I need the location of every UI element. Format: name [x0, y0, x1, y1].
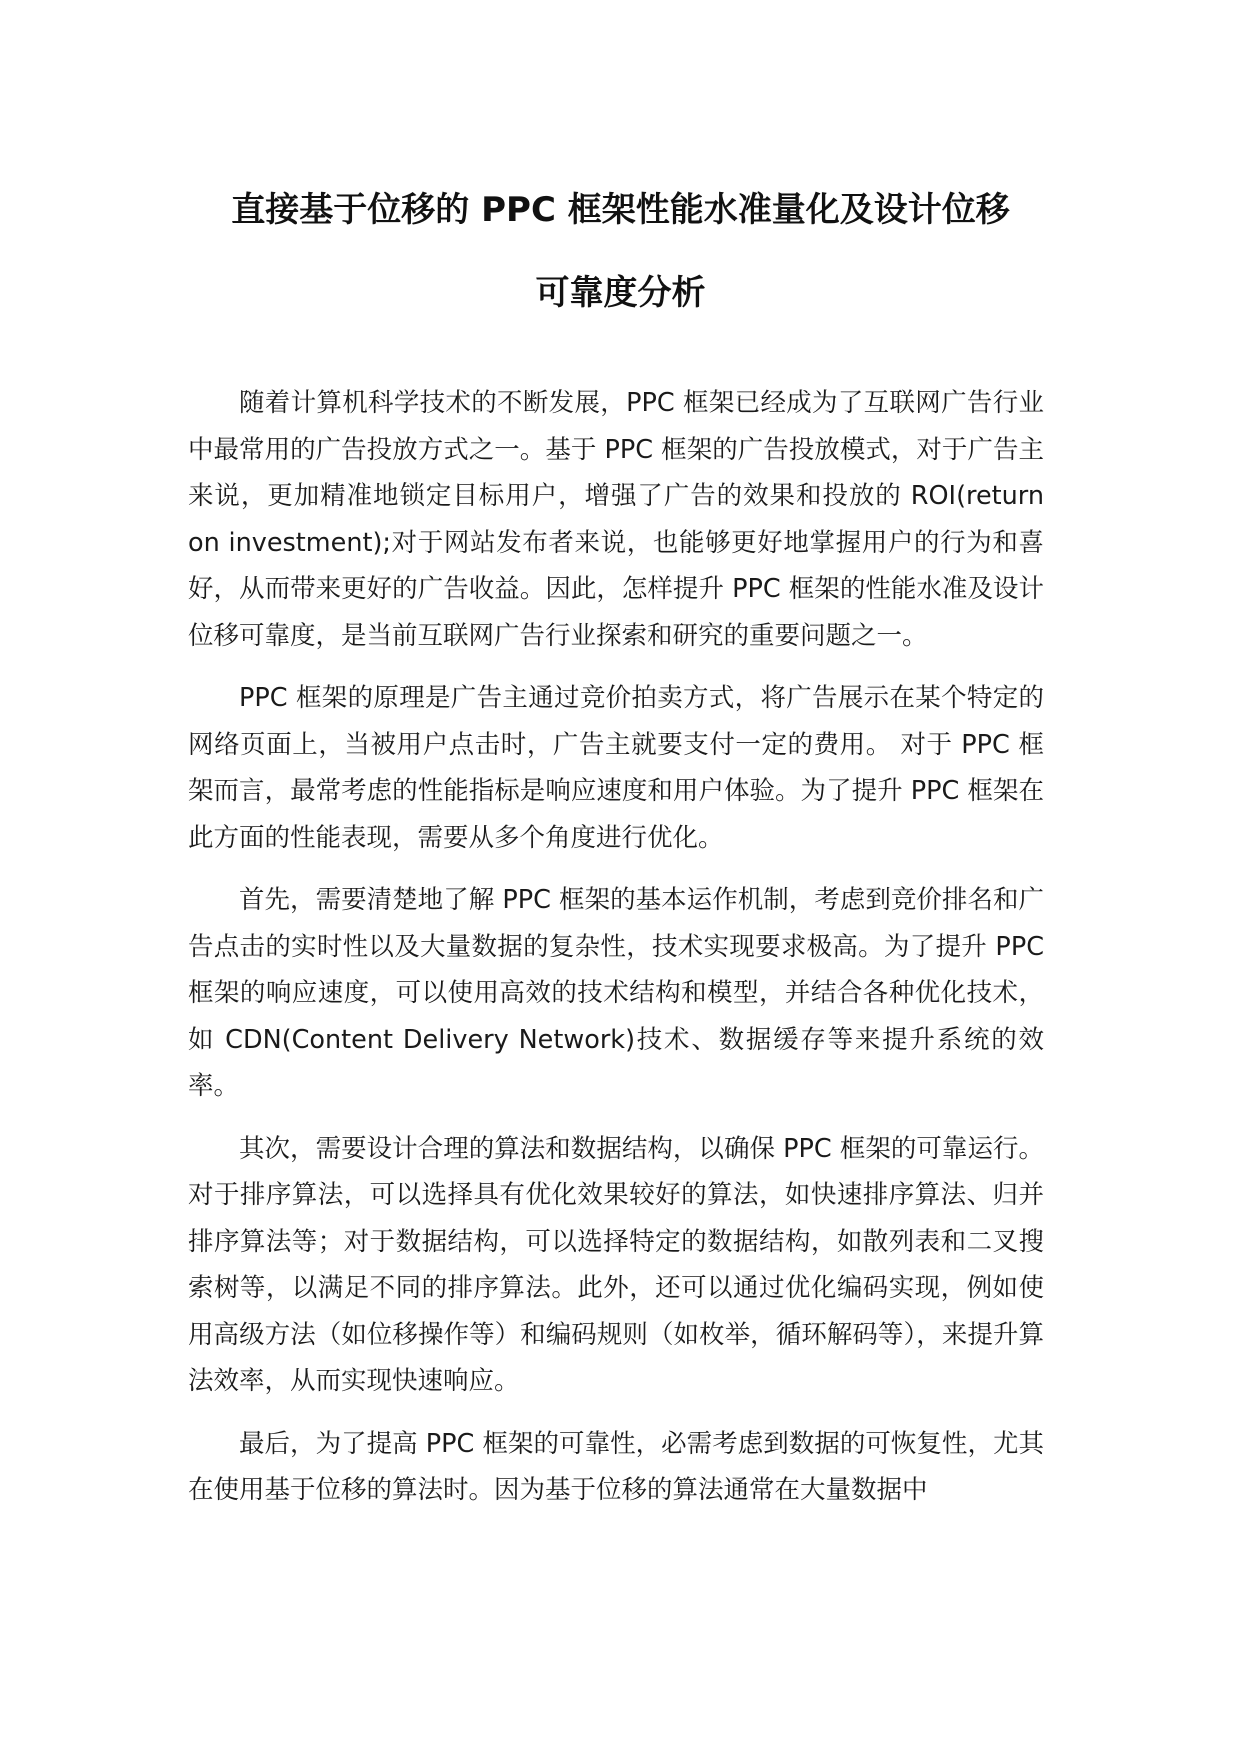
paragraph-2: PPC 框架的原理是广告主通过竞价拍卖方式，将广告展示在某个特定的网络页面上，当被用户点击时，广告主就要支付一定的费用。 对于 PPC 框架而言，最常考虑的性能指标是响应速度和用户体验。为了提升 PPC 框架在此方面的性能表现，需要从多个角度进行优化。	[188, 683, 1044, 853]
paragraph-5: 最后，为了提高 PPC 框架的可靠性，必需考虑到数据的可恢复性，尤其在使用基于位移的算法时。因为基于位移的算法通常在大量数据中	[188, 1428, 1044, 1505]
paragraph-1: 随着计算机科学技术的不断发展，PPC 框架已经成为了互联网广告行业中最常用的广告投放方式之一。基于 PPC 框架的广告投放模式，对于广告主来说，更加精准地锁定目标用户，增强了广告的效果和投放的 ROI(return on investment);对于网站发布者来说，也能够更好地掌握用户的行为和喜好，从而带来更好的广告收益。因此，怎样提升 PPC 框架的性能水准及设计位移可靠度，是当前互联网广告行业探索和研究的重要问题之一。	[188, 388, 1044, 651]
paragraph-4: 其次，需要设计合理的算法和数据结构，以确保 PPC 框架的可靠运行。对于排序算法，可以选择具有优化效果较好的算法，如快速排序算法、归并排序算法等；对于数据结构，可以选择特定的数据结构，如散列表和二叉搜索树等，以满足不同的排序算法。此外，还可以通过优化编码实现，例如使用高级方法（如位移操作等）和编码规则（如枚举，循环解码等），来提升算法效率，从而实现快速响应。	[188, 1133, 1044, 1396]
document-title-line-1: 直接基于位移的 PPC 框架性能水准量化及设计位移	[231, 190, 1010, 230]
paragraph-3: 首先，需要清楚地了解 PPC 框架的基本运作机制，考虑到竞价排名和广告点击的实时性以及大量数据的复杂性，技术实现要求极高。为了提升 PPC 框架的响应速度，可以使用高效的技术结构和模型，并结合各种优化技术，如 CDN(Content Delivery Network)技术、数据缓存等来提升系统的效率。	[188, 885, 1044, 1101]
document-title-line-2: 可靠度分析	[535, 273, 706, 313]
document-body	[188, 380, 1044, 1530]
